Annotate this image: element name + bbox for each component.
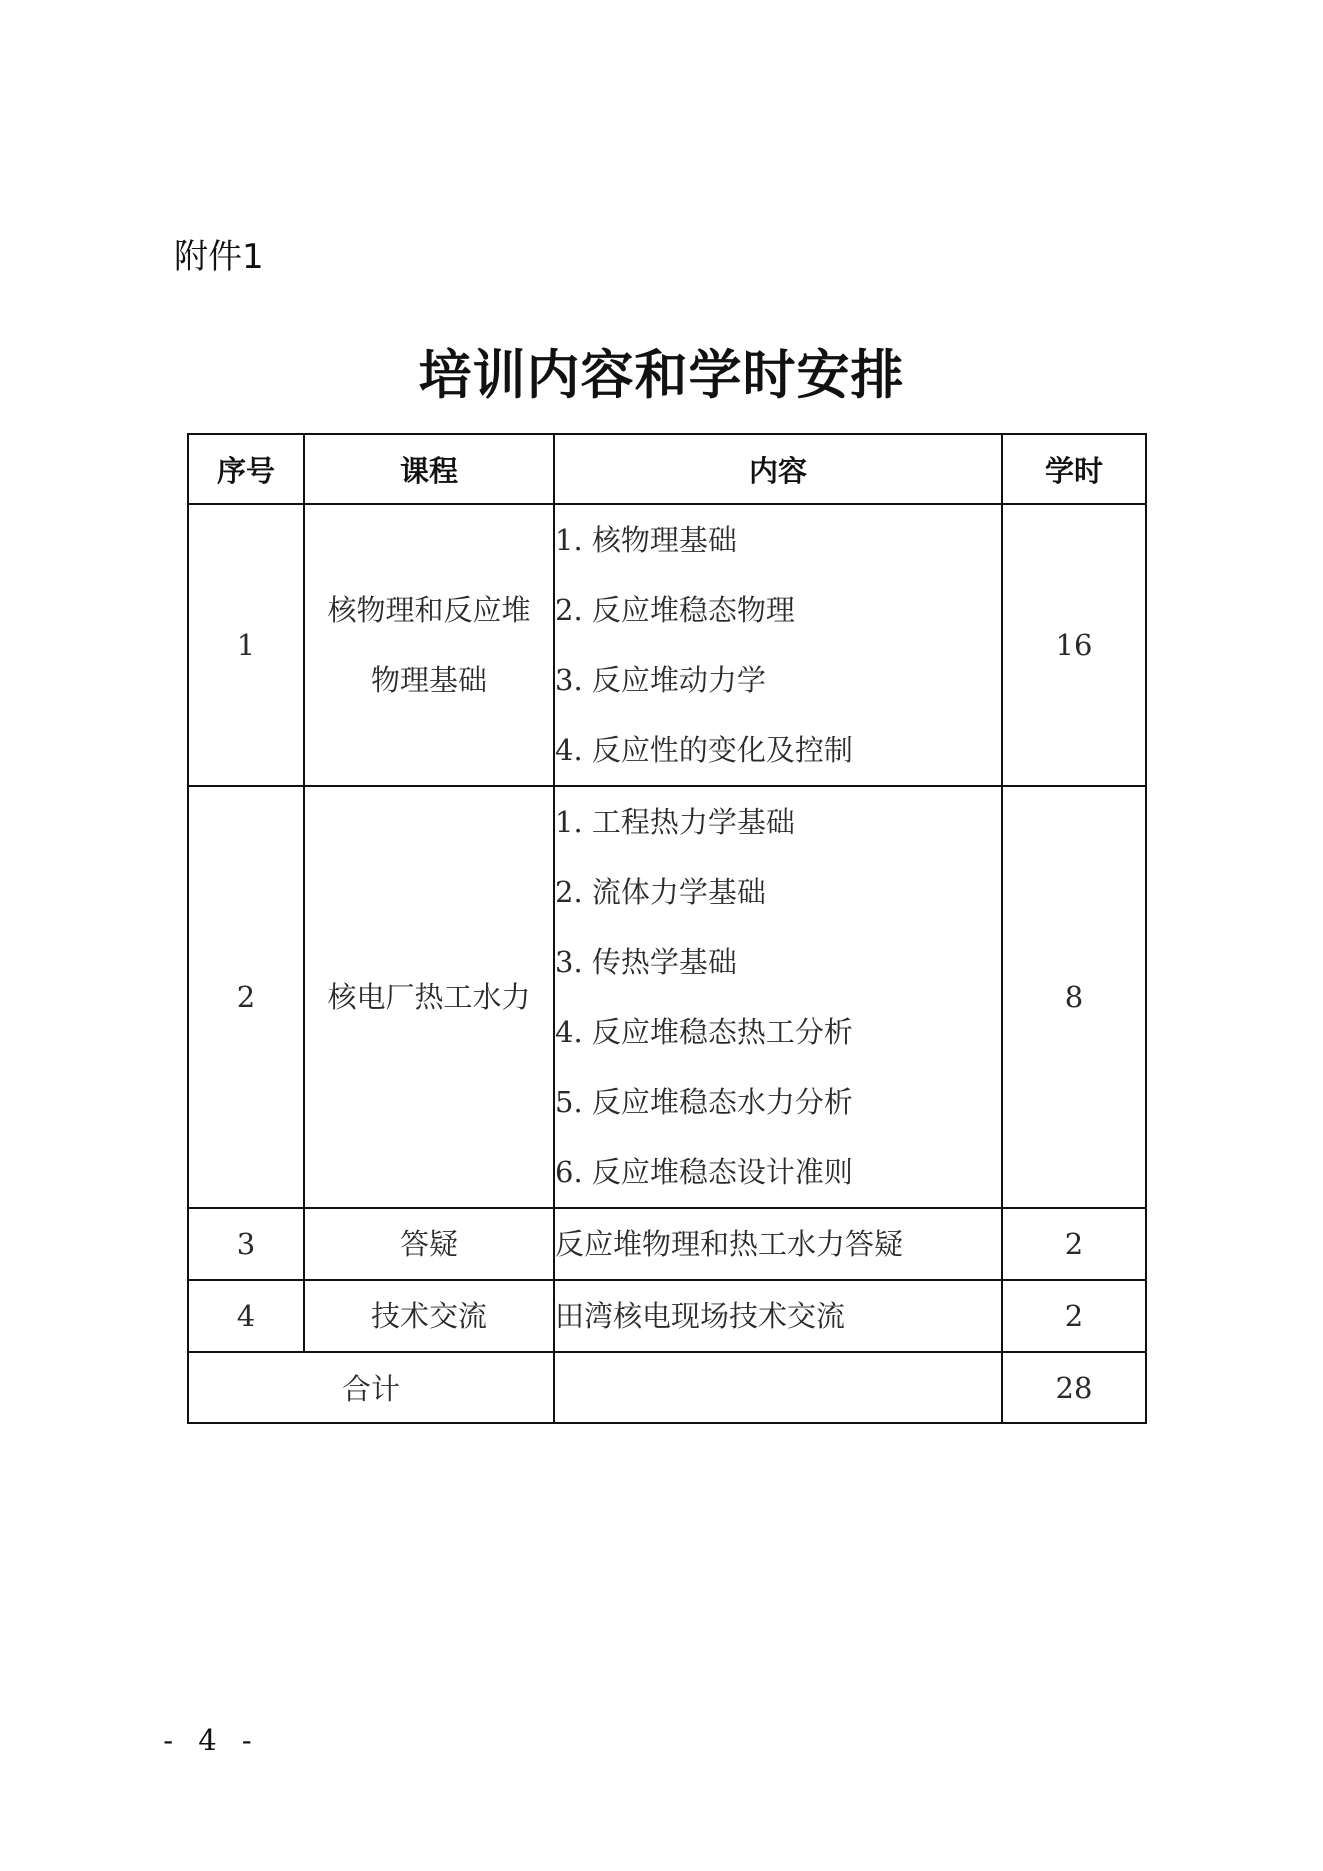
row-course: [304, 1280, 554, 1352]
header-hours: 学时: [1002, 434, 1146, 504]
course-line: 物理基础: [370, 663, 487, 697]
document-title: 培训内容和学时安排: [418, 344, 905, 406]
content-item: 6. 反应堆稳态设计准则: [555, 1155, 853, 1189]
content-item: 反应堆物理和热工水力答疑: [555, 1227, 904, 1261]
total-content: [554, 1352, 1002, 1423]
content-item: 1. 核物理基础: [555, 523, 737, 557]
row-content: [554, 1280, 1002, 1352]
content-item: 1. 工程热力学基础: [555, 805, 795, 839]
training-schedule-table: [187, 433, 1147, 1424]
content-item: 3. 反应堆动力学: [555, 663, 766, 697]
row-index: 1: [188, 504, 304, 786]
content-item: 3. 传热学基础: [555, 945, 737, 979]
header-index: 序号: [188, 434, 304, 504]
row-content: [554, 786, 1002, 1208]
row-index: 2: [188, 786, 304, 1208]
row-index: 3: [188, 1208, 304, 1280]
table-row: [188, 1280, 1146, 1352]
header-course: 课程: [304, 434, 554, 504]
table-total-row: [188, 1352, 1146, 1423]
course-line: 技术交流: [370, 1299, 487, 1333]
content-item: 田湾核电现场技术交流: [555, 1299, 846, 1333]
row-course: [304, 786, 554, 1208]
row-hours: 2: [1002, 1280, 1146, 1352]
content-item: 5. 反应堆稳态水力分析: [555, 1085, 853, 1119]
table-row: [188, 786, 1146, 1208]
header-content: 内容: [554, 434, 1002, 504]
row-hours: 2: [1002, 1208, 1146, 1280]
course-line: 核电厂热工水力: [327, 980, 531, 1014]
total-label: 合计: [188, 1352, 554, 1423]
page-number: - 4 -: [163, 1723, 260, 1757]
row-content: [554, 504, 1002, 786]
row-hours: 8: [1002, 786, 1146, 1208]
course-line: 核物理和反应堆: [327, 593, 531, 627]
row-content: [554, 1208, 1002, 1280]
content-item: 2. 反应堆稳态物理: [555, 593, 795, 627]
attachment-label: 附件1: [174, 237, 264, 277]
total-hours: 28: [1002, 1352, 1146, 1423]
row-index: 4: [188, 1280, 304, 1352]
content-item: 4. 反应性的变化及控制: [555, 733, 853, 767]
row-course: [304, 1208, 554, 1280]
course-line: 答疑: [399, 1227, 458, 1261]
content-item: 2. 流体力学基础: [555, 875, 766, 909]
table-row: [188, 1208, 1146, 1280]
table-header-row: [188, 434, 1146, 504]
row-course: [304, 504, 554, 786]
row-hours: 16: [1002, 504, 1146, 786]
table-row: [188, 504, 1146, 786]
content-item: 4. 反应堆稳态热工分析: [555, 1015, 853, 1049]
